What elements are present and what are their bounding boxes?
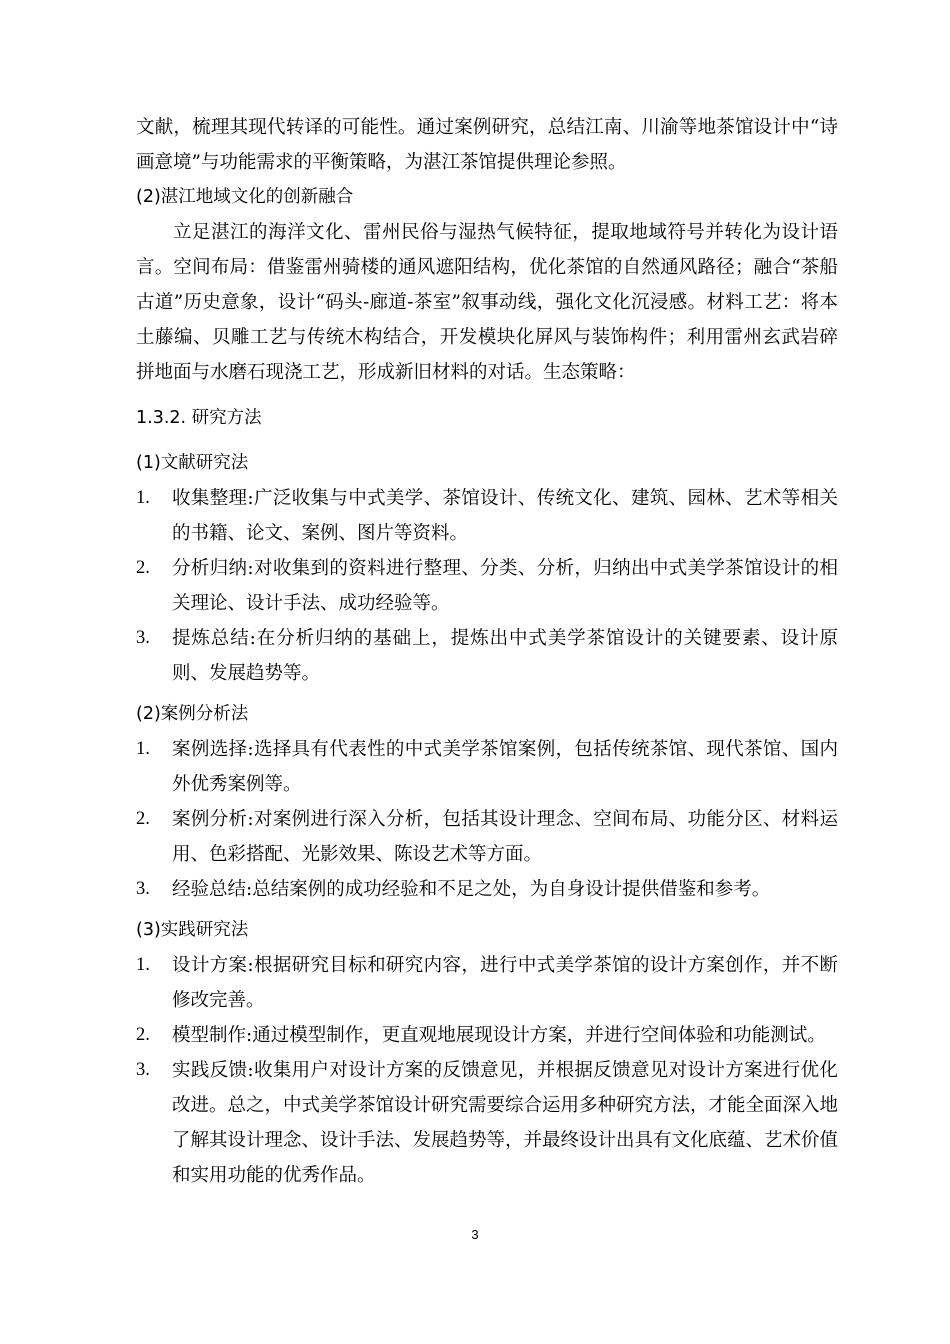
list-number: 3. (136, 1060, 150, 1080)
list-item-text: 提炼总结:在分析归纳的基础上，提炼出中式美学茶馆设计的关键要素、设计原则、发展趋势等。 (172, 628, 838, 684)
method-list (136, 948, 838, 1193)
list-item-text: 收集整理:广泛收集与中式美学、茶馆设计、传统文化、建筑、园林、艺术等相关的书籍、论文、案例、图片等资料。 (172, 488, 838, 544)
intro-continuation-paragraph: 文献，梳理其现代转译的可能性。通过案例研究，总结江南、川渝等地茶馆设计中“诗画意境”与功能需求的平衡策略，为湛江茶馆提供理论参照。 (136, 117, 838, 173)
list-item (136, 481, 838, 551)
list-item (136, 872, 838, 907)
method-list (136, 481, 838, 691)
list-number: 2. (136, 1025, 150, 1045)
list-number: 1. (136, 955, 150, 975)
list-item (136, 1018, 838, 1053)
method-block (136, 913, 838, 1193)
list-item-text: 案例分析:对案例进行深入分析，包括其设计理念、空间布局、功能分区、材料运用、色彩搭配、光影效果、陈设艺术等方面。 (172, 809, 838, 865)
list-item-text: 经验总结:总结案例的成功经验和不足之处，为自身设计提供借鉴和参考。 (172, 879, 771, 900)
list-number: 1. (136, 488, 150, 508)
method-title: (3)实践研究法 (136, 920, 249, 940)
method-list (136, 732, 838, 907)
list-item (136, 948, 838, 1018)
culture-section-title: (2)湛江地域文化的创新融合 (136, 187, 354, 207)
page-content (136, 110, 838, 1193)
list-item (136, 732, 838, 802)
list-item (136, 802, 838, 872)
list-item (136, 1053, 838, 1193)
list-number: 3. (136, 628, 150, 648)
list-item-text: 分析归纳:对收集到的资料进行整理、分类、分析，归纳出中式美学茶馆设计的相关理论、设计手法、成功经验等。 (172, 558, 838, 614)
method-block (136, 697, 838, 907)
culture-section-body: 立足湛江的海洋文化、雷州民俗与湿热气候特征，提取地域符号并转化为设计语言。空间布局：借鉴雷州骑楼的通风遮阳结构，优化茶馆的自然通风路径；融合“茶船古道”历史意象，设计“码头-廊道-茶室”叙事动线，强化文化沉浸感。材料工艺：将本土藤编、贝雕工艺与传统木构结合，开发模块化屏风与装饰构件；利用雷州玄武岩碎拼地面与水磨石现浇工艺，形成新旧材料的对话。生态策略： (136, 222, 838, 383)
list-item-text: 案例选择:选择具有代表性的中式美学茶馆案例，包括传统茶馆、现代茶馆、国内外优秀案例等。 (172, 739, 838, 795)
list-item-text: 模型制作:通过模型制作，更直观地展现设计方案，并进行空间体验和功能测试。 (172, 1025, 826, 1046)
method-title: (1)文献研究法 (136, 453, 249, 473)
methods-section-title: 1.3.2. 研究方法 (136, 408, 262, 428)
list-number: 2. (136, 809, 150, 829)
list-number: 1. (136, 739, 150, 759)
page-number: 3 (471, 1227, 479, 1242)
list-item (136, 621, 838, 691)
list-item (136, 551, 838, 621)
list-item-text: 设计方案:根据研究目标和研究内容，进行中式美学茶馆的设计方案创作，并不断修改完善。 (172, 955, 838, 1011)
list-number: 2. (136, 558, 150, 578)
method-block (136, 446, 838, 691)
list-number: 3. (136, 879, 150, 899)
method-title: (2)案例分析法 (136, 704, 249, 724)
list-item-text: 实践反馈:收集用户对设计方案的反馈意见，并根据反馈意见对设计方案进行优化改进。总之，中式美学茶馆设计研究需要综合运用多种研究方法，才能全面深入地了解其设计理念、设计手法、发展趋势等，并最终设计出具有文化底蕴、艺术价值和实用功能的优秀作品。 (172, 1060, 839, 1186)
